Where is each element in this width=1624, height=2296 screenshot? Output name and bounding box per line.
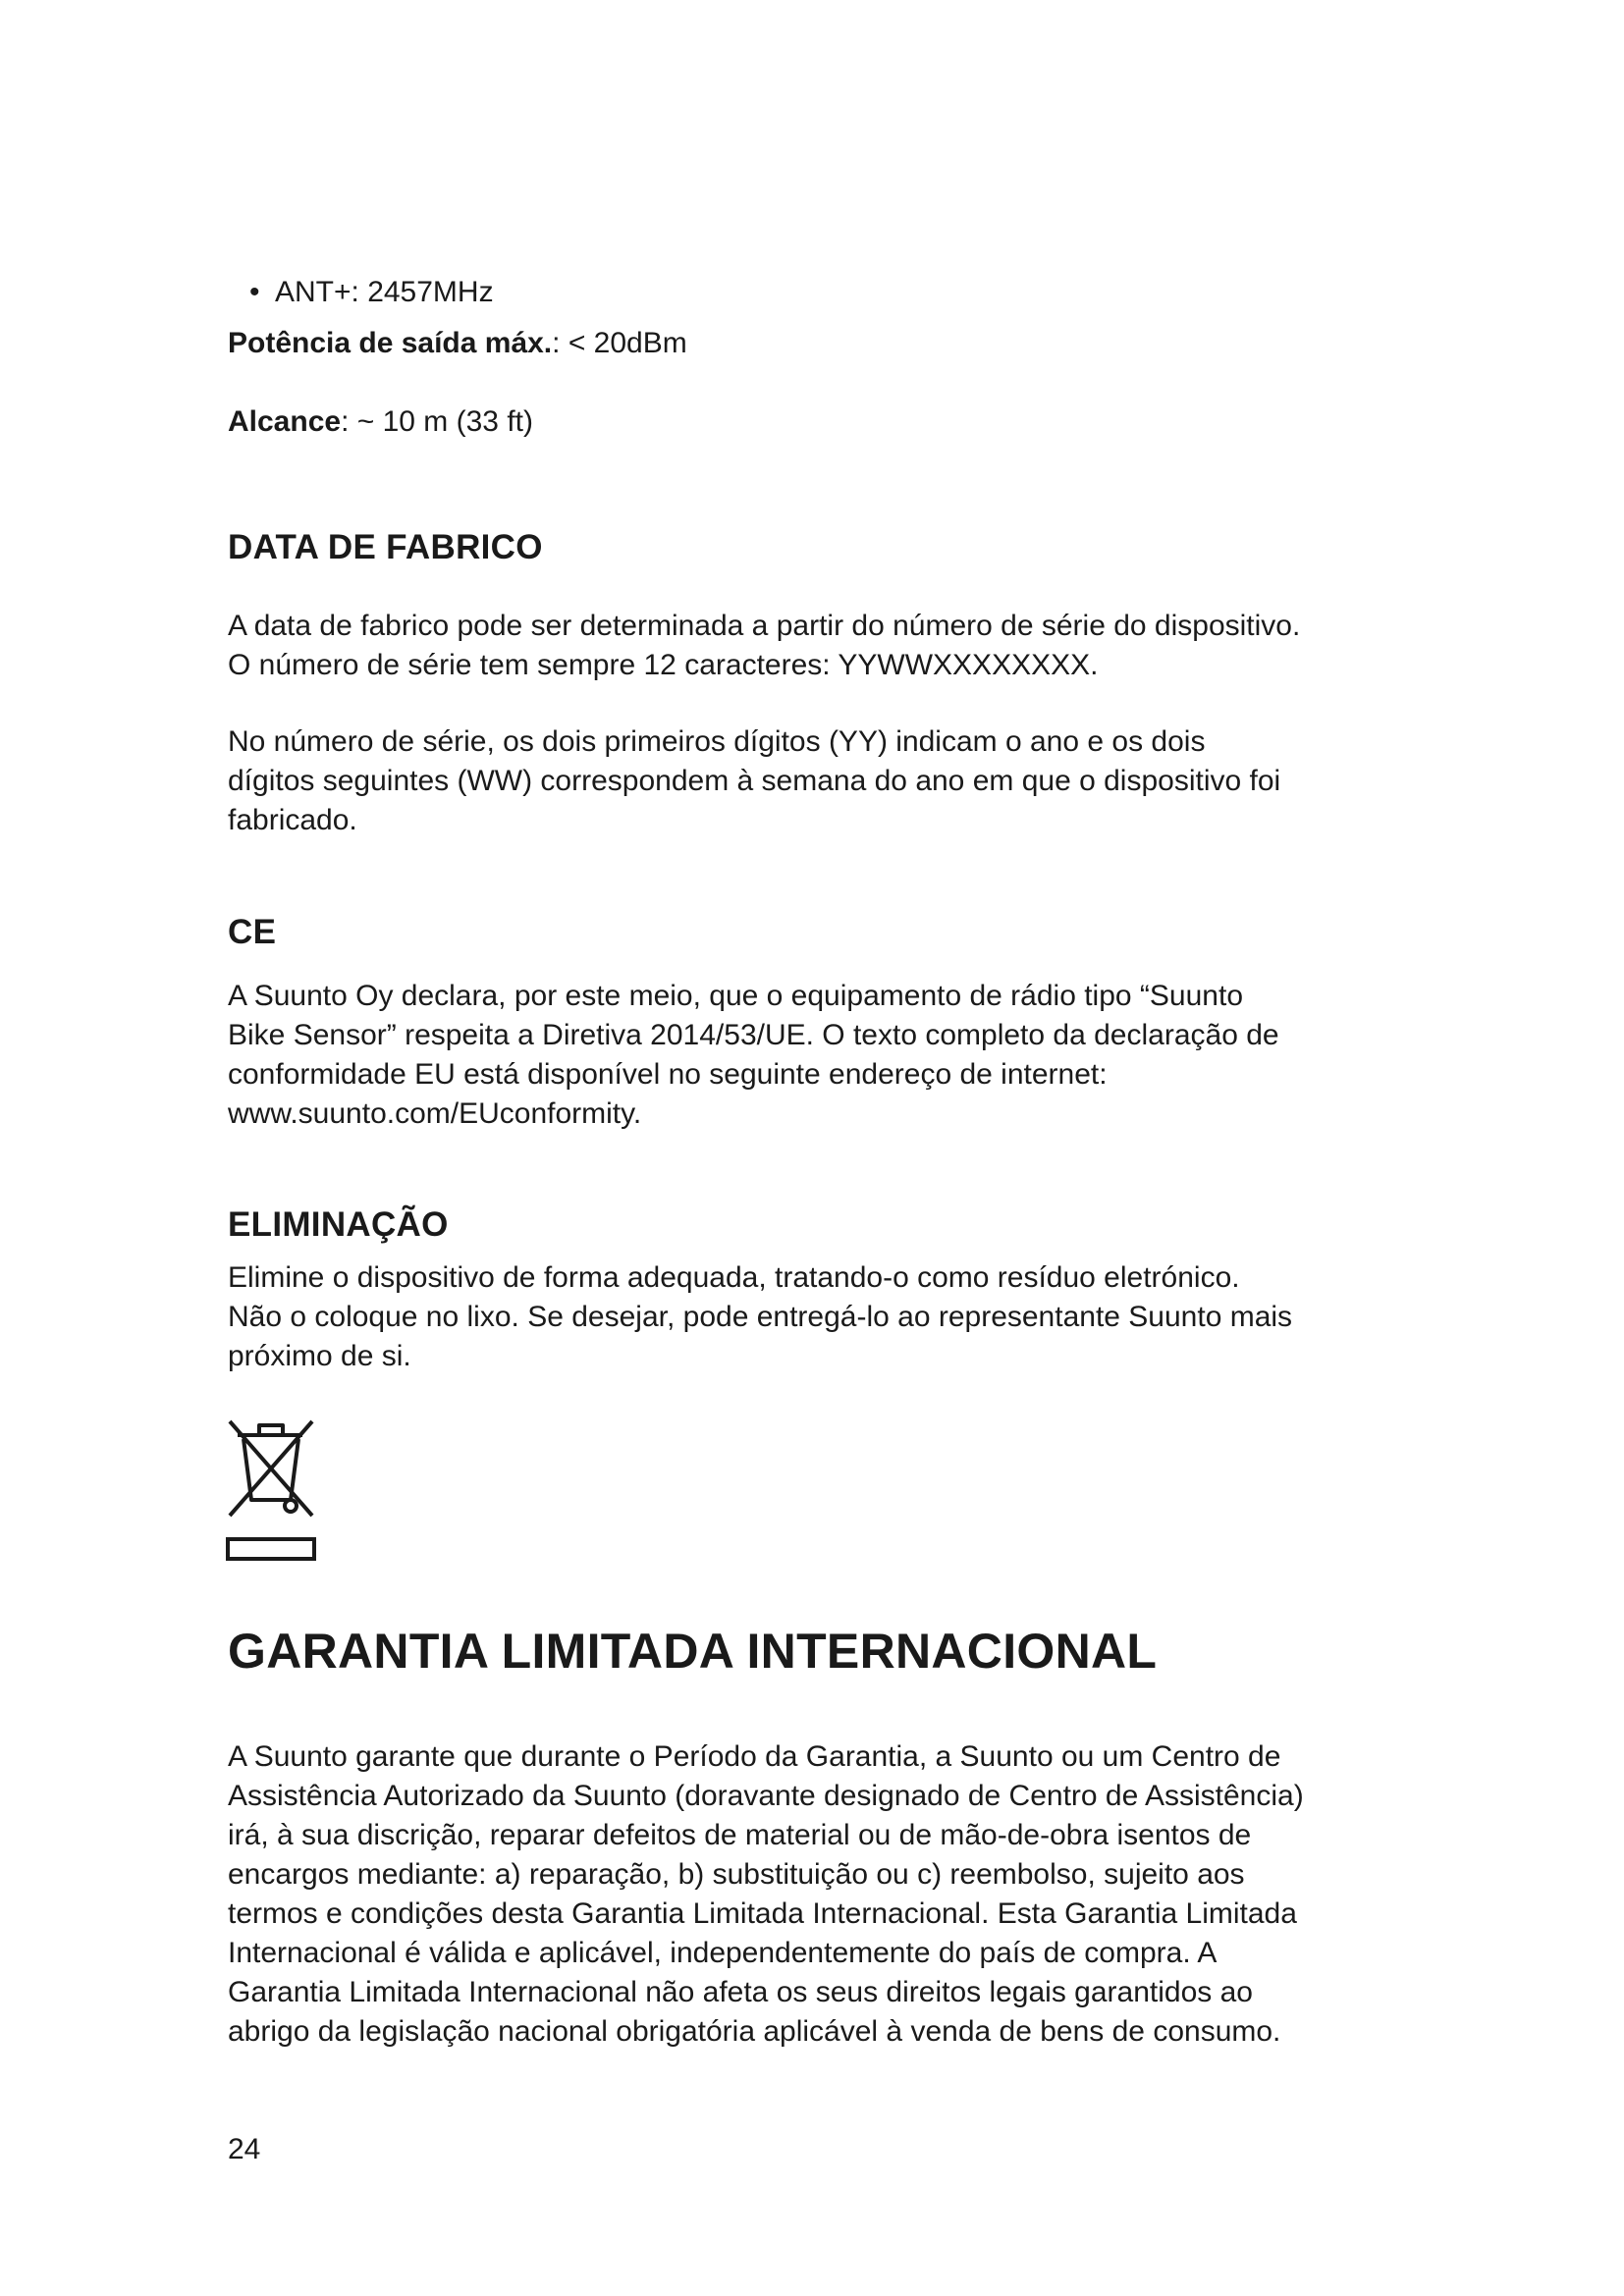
text-line: Garantia Limitada Internacional não afeta os seus direitos legais garantidos ao <box>228 1976 1253 2008</box>
text-line: abrigo da legislação nacional obrigatória aplicável à venda de bens de consumo. <box>228 2015 1281 2048</box>
text-line: O número de série tem sempre 12 caracteres: YYWWXXXXXXXX. <box>228 649 1099 681</box>
text-line: termos e condições desta Garantia Limitada Internacional. Esta Garantia Limitada <box>228 1897 1297 1930</box>
text-line: Elimine o dispositivo de forma adequada, tratando-o como resíduo eletrónico. <box>228 1261 1240 1294</box>
disposal-paragraph <box>228 1258 1435 1376</box>
text-line: Não o coloque no lixo. Se desejar, pode entregá-lo ao representante Suunto mais <box>228 1301 1293 1333</box>
text-line: www.suunto.com/EUconformity. <box>228 1097 642 1130</box>
heading-manufacture-date: DATA DE FABRICO <box>228 528 543 566</box>
text-line: A Suunto Oy declara, por este meio, que o equipamento de rádio tipo “Suunto <box>228 980 1244 1012</box>
text-line: Internacional é válida e aplicável, independentemente do país de compra. A <box>228 1937 1218 1969</box>
page-number: 24 <box>228 2133 261 2165</box>
spec-range-value: : ~ 10 m (33 ft) <box>341 405 533 438</box>
manufacture-paragraph-2 <box>228 722 1435 840</box>
text-line: irá, à sua discrição, reparar defeitos de material ou de mão-de-obra isentos de <box>228 1819 1252 1851</box>
text-line: Bike Sensor” respeita a Diretiva 2014/53/UE. O texto completo da declaração de <box>228 1019 1279 1051</box>
text-line: A data de fabrico pode ser determinada a partir do número de série do dispositivo. <box>228 610 1301 642</box>
heading-disposal: ELIMINAÇÃO <box>228 1205 449 1244</box>
spec-power-value: : < 20dBm <box>552 327 687 359</box>
spec-power <box>228 324 1435 363</box>
spec-range <box>228 402 1435 442</box>
text-line: próximo de si. <box>228 1340 411 1372</box>
spec-bullet-item <box>228 273 1435 312</box>
warranty-paragraph <box>228 1737 1435 2052</box>
heading-warranty: GARANTIA LIMITADA INTERNACIONAL <box>228 1624 1158 1679</box>
ce-paragraph <box>228 977 1435 1134</box>
manufacture-paragraph-1 <box>228 607 1435 685</box>
text-line: A Suunto garante que durante o Período da Garantia, a Suunto ou um Centro de <box>228 1740 1281 1773</box>
weee-crossed-bin-icon <box>224 1414 318 1567</box>
bullet-dot: • <box>249 276 260 308</box>
text-line: Assistência Autorizado da Suunto (doravante designado de Centro de Assistência) <box>228 1780 1304 1812</box>
text-line: fabricado. <box>228 804 357 836</box>
text-line: No número de série, os dois primeiros dígitos (YY) indicam o ano e os dois <box>228 725 1206 758</box>
text-line: dígitos seguintes (WW) correspondem à semana do ano em que o dispositivo foi <box>228 765 1281 797</box>
text-line: encargos mediante: a) reparação, b) substituição ou c) reembolso, sujeito aos <box>228 1858 1245 1891</box>
text-line: conformidade EU está disponível no seguinte endereço de internet: <box>228 1058 1108 1091</box>
bullet-text: ANT+: 2457MHz <box>275 276 494 308</box>
heading-ce: CE <box>228 913 277 951</box>
spec-power-label: Potência de saída máx. <box>228 327 553 359</box>
spec-range-label: Alcance <box>228 405 342 438</box>
